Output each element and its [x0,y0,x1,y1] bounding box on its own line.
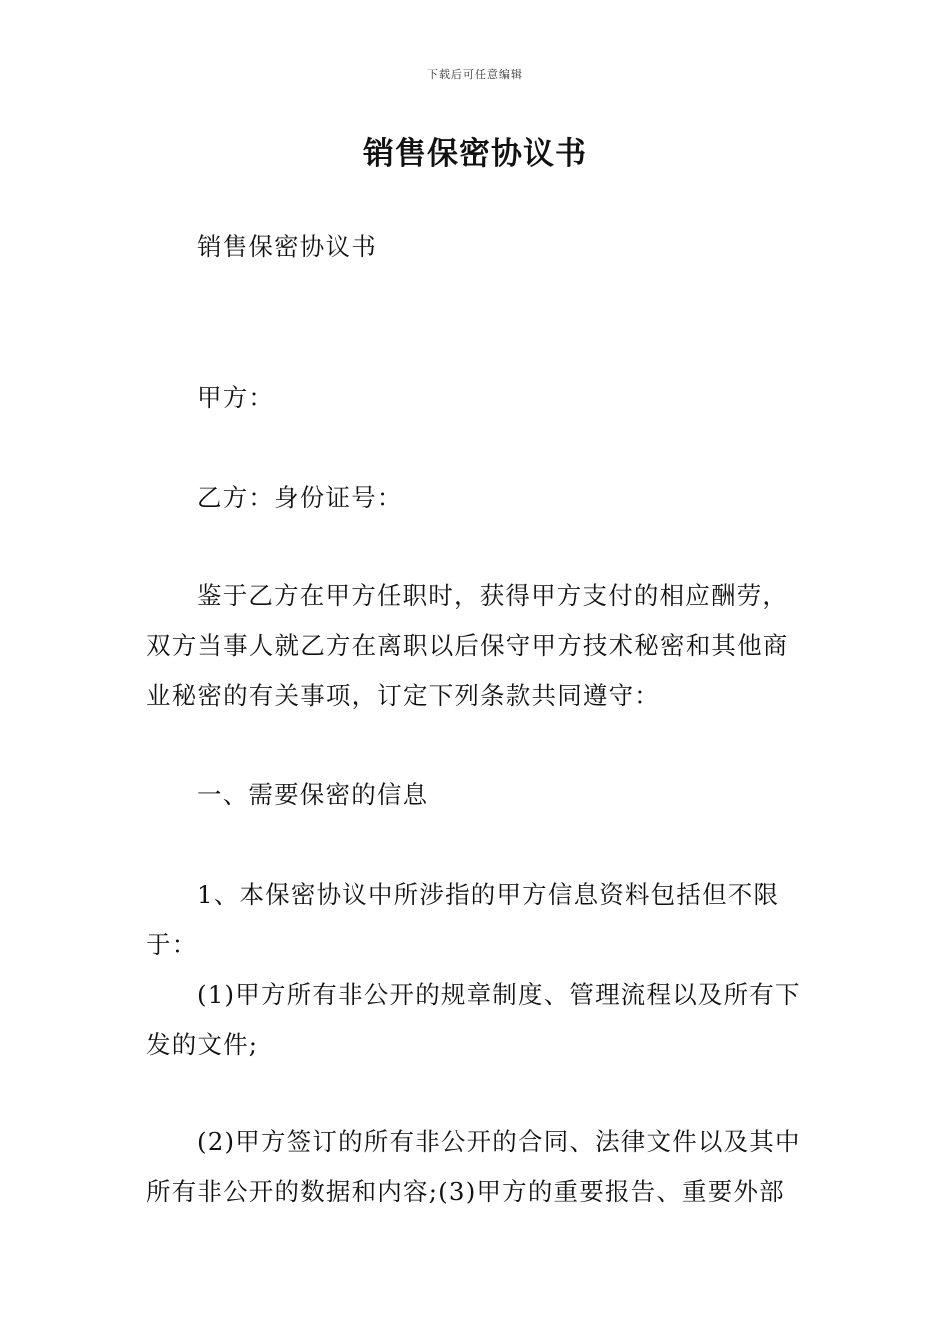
paragraph-party-b: 乙方：身份证号： [197,483,403,512]
paragraph-item-1: (1)甲方所有非公开的规章制度、管理流程以及所有下发的文件; [146,980,801,1059]
paragraph-item-2-3: (2)甲方签订的所有非公开的合同、法律文件以及其中所有非公开的数据和内容;(3)甲方的重要报告、重要外部 [146,1127,801,1206]
paragraph-clause-1: 1、本保密协议中所涉指的甲方信息资料包括但不限于： [146,880,780,959]
header-note: 下载后可任意编辑 [427,68,523,81]
section-heading-1: 一、需要保密的信息 [197,780,429,809]
paragraph-party-a: 甲方： [197,383,275,412]
paragraph-subtitle: 销售保密协议书 [197,232,377,261]
document-title: 销售保密协议书 [363,136,587,172]
paragraph-preamble: 鉴于乙方在甲方任职时，获得甲方支付的相应酬劳，双方当事人就乙方在离职以后保守甲方技术秘密和其他商业秘密的有关事项，订定下列条款共同遵守： [146,581,789,710]
